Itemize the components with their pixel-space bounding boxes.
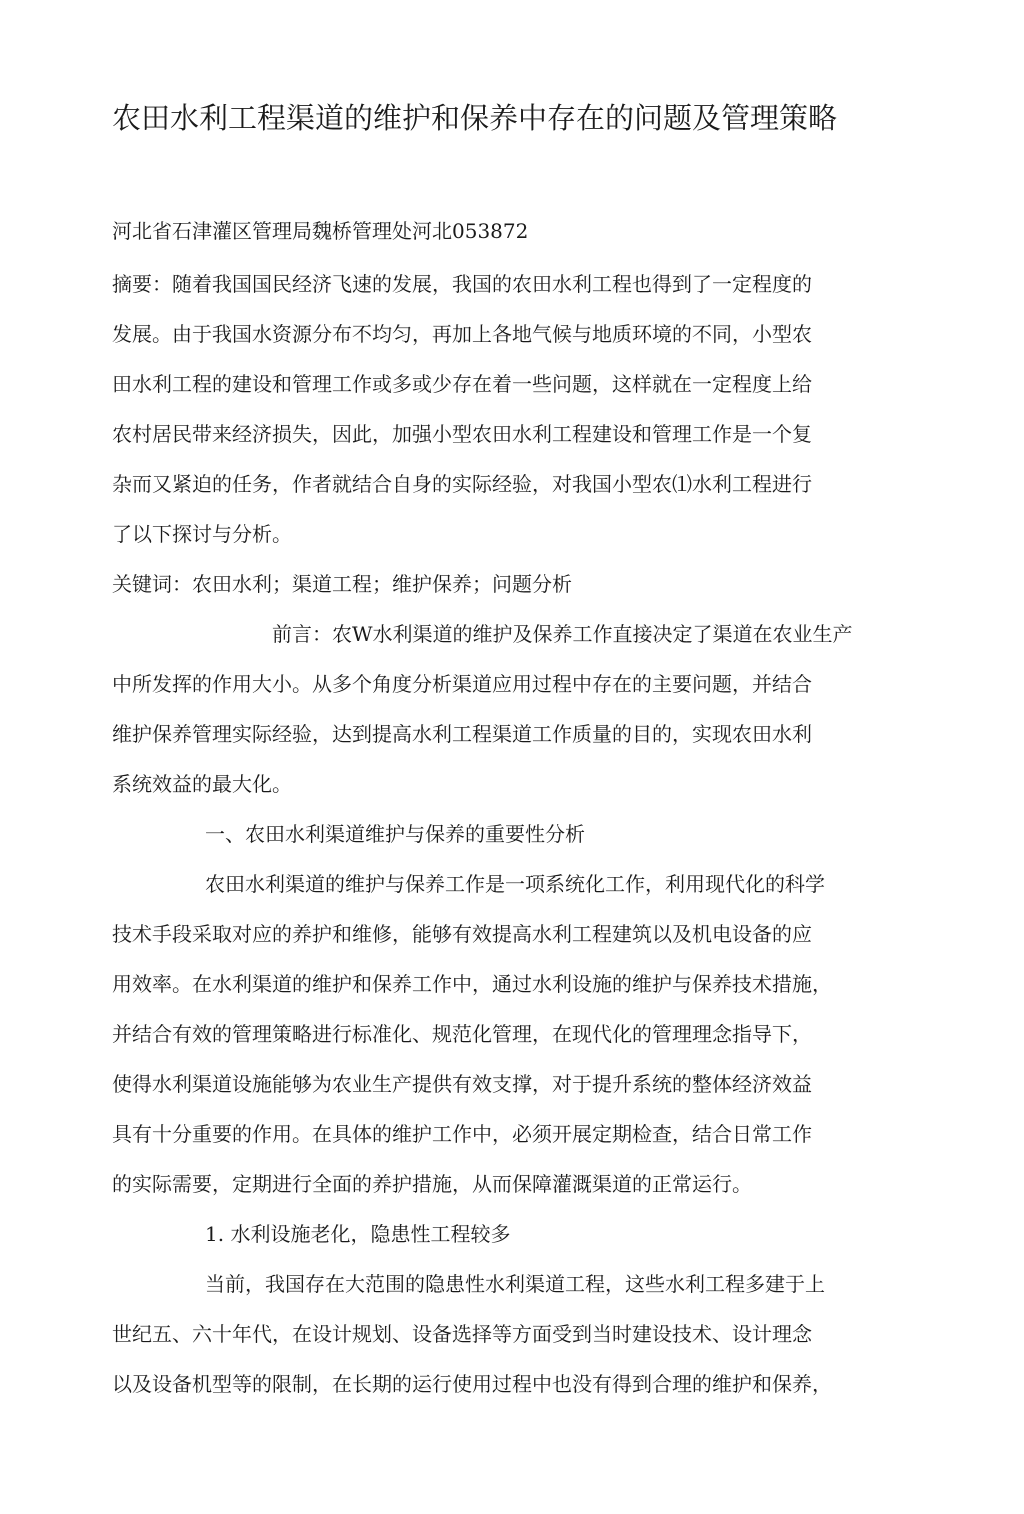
- paragraph-line: 农田水利渠道的维护与保养工作是一项系统化工作，利用现代化的科学: [205, 872, 825, 896]
- preface-line: 维护保养管理实际经验，达到提高水利工程渠道工作质量的目的，实现农田水利: [112, 722, 812, 746]
- preface-line: 前言：农W水利渠道的维护及保养工作直接决定了渠道在农业生产: [272, 622, 853, 646]
- preface-line: 中所发挥的作用大小。从多个角度分析渠道应用过程中存在的主要问题，并结合: [112, 672, 812, 696]
- subsection-heading: 1. 水利设施老化，隐患性工程较多: [205, 1222, 511, 1246]
- author-affiliation: 河北省石津灌区管理局魏桥管理处河北053872: [112, 219, 529, 243]
- paragraph-line: 以及设备机型等的限制，在长期的运行使用过程中也没有得到合理的维护和保养，: [112, 1372, 832, 1396]
- abstract-line: 农村居民带来经济损失，因此，加强小型农田水利工程建设和管理工作是一个复: [112, 422, 812, 446]
- abstract-line: 田水利工程的建设和管理工作或多或少存在着一些问题，这样就在一定程度上给: [112, 372, 812, 396]
- keywords-line: 关键词：农田水利；渠道工程；维护保养；问题分析: [112, 572, 572, 596]
- document-body: [112, 264, 902, 1414]
- section-heading: 一、农田水利渠道维护与保养的重要性分析: [205, 822, 585, 846]
- document-title: 农田水利工程渠道的维护和保养中存在的问题及管理策略: [112, 101, 838, 135]
- abstract-line: 摘要：随着我国国民经济飞速的发展，我国的农田水利工程也得到了一定程度的: [112, 272, 812, 296]
- paragraph-line: 当前，我国存在大范围的隐患性水利渠道工程，这些水利工程多建于上: [205, 1272, 825, 1296]
- paragraph-line: 的实际需要，定期进行全面的养护措施，从而保障灌溉渠道的正常运行。: [112, 1172, 752, 1196]
- paragraph-line: 并结合有效的管理策略进行标准化、规范化管理，在现代化的管理理念指导下，: [112, 1022, 812, 1046]
- paragraph-line: 使得水利渠道设施能够为农业生产提供有效支撑，对于提升系统的整体经济效益: [112, 1072, 812, 1096]
- abstract-line: 发展。由于我国水资源分布不均匀，再加上各地气候与地质环境的不同，小型农: [112, 322, 812, 346]
- paragraph-line: 世纪五、六十年代，在设计规划、设备选择等方面受到当时建设技术、设计理念: [112, 1322, 812, 1346]
- paragraph-line: 技术手段采取对应的养护和维修，能够有效提高水利工程建筑以及机电设备的应: [112, 922, 812, 946]
- paragraph-line: 具有十分重要的作用。在具体的维护工作中，必须开展定期检查，结合日常工作: [112, 1122, 812, 1146]
- preface-line: 系统效益的最大化。: [112, 772, 292, 796]
- abstract-line: 杂而又紧迫的任务，作者就结合自身的实际经验，对我国小型农⑴水利工程进行: [112, 472, 812, 496]
- paragraph-line: 用效率。在水利渠道的维护和保养工作中，通过水利设施的维护与保养技术措施，: [112, 972, 832, 996]
- abstract-line: 了以下探讨与分析。: [112, 522, 292, 546]
